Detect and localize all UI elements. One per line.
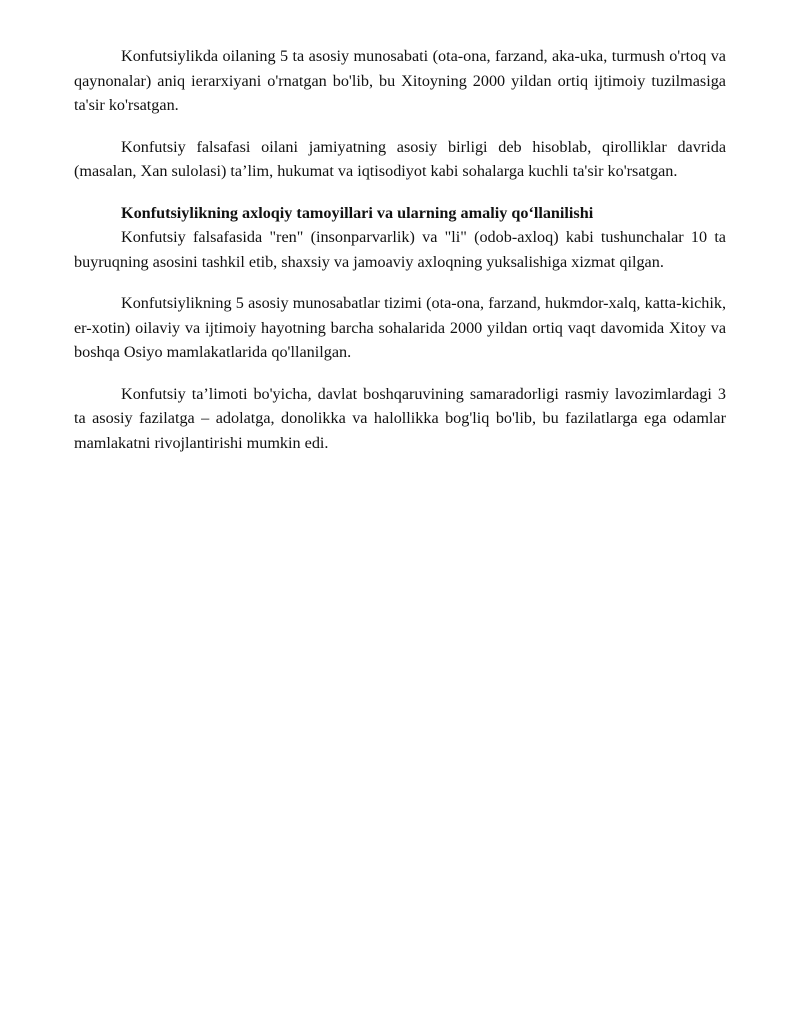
paragraph-family-relations: Konfutsiylikda oilaning 5 ta asosiy munosabati (ota-ona, farzand, aka-uka, turmush o'rtoq va qaynonalar) aniq ierarxiyani o'rnatgan bo'lib, bu Xitoyning 2000 yildan ortiq ijtimoiy tuzilmasiga ta'sir ko'rsatgan. (74, 47, 726, 114)
paragraph-five-relations: Konfutsiylikning 5 asosiy munosabatlar tizimi (ota-ona, farzand, hukmdor-xalq, katta-kichik, er-xotin) oilaviy va ijtimoiy hayotning barcha sohalarida 2000 yildan ortiq vaqt davomida Xitoy va boshqa Osiyo mamlakatlarida qo'llanilgan. (74, 294, 726, 361)
section-heading: Konfutsiylikning axloqiy tamoyillari va ularning amaliy qo‘llanilishi (121, 203, 594, 222)
paragraph-family-unit: Konfutsiy falsafasi oilani jamiyatning asosiy birligi deb hisoblab, qirolliklar davrida (masalan, Xan sulolasi) ta’lim, hukumat va iqtisodiyot kabi sohalarga kuchli ta'sir ko'rsatgan. (74, 137, 726, 180)
paragraph-governance-virtues: Konfutsiy ta’limoti bo'yicha, davlat boshqaruvining samaradorligi rasmiy lavozimlardagi 3 ta asosiy fazilatga – adolatga, donolikka va halollikka bog'liq bo'lib, bu fazilatlarga ega odamlar mamlakatni rivojlantirishi mumkin edi. (74, 384, 726, 452)
paragraph-ren-li: Konfutsiy falsafasida "ren" (insonparvarlik) va "li" (odob-axloq) kabi tushunchalar 10 ta buyruqning asosini tashkil etib, shaxsiy va jamoaviy axloqning yuksalishiga xizmat qilgan. (74, 228, 726, 271)
document-page (74, 44, 726, 472)
